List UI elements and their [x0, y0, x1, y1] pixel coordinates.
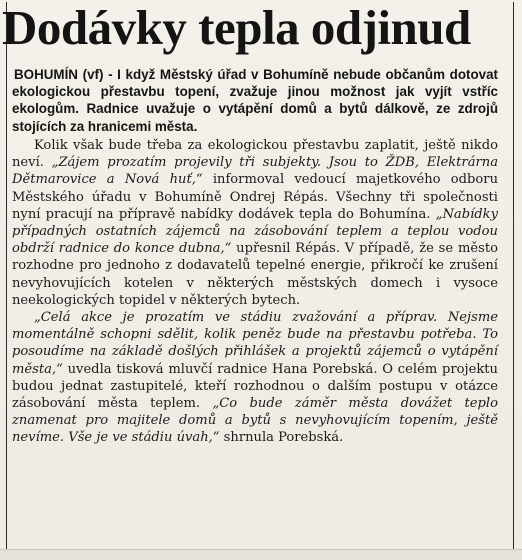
- p1-quote-1: „Zájem prozatím projevily tři subjekty. Jsou to ŽDB, Elektrárna Dětmarovice a Nová huť,“: [12, 155, 498, 188]
- p2-quote-2: „Co bude záměr města dovážet teplo znamenat pro majitele domů a bytů s nevyhovujícím topením, ještě nevíme. Vše je ve stádiu úvah,“: [12, 396, 498, 446]
- article-headline: Dodávky tepla odjinud: [2, 0, 471, 55]
- p2-quote-1: „Celá akce je prozatím ve stádiu zvažování a příprav. Nejsme momentálně schopni sdělit, kolik peněz bude na přestavbu potřeba. To posoudíme na základě došlých přihlášek a projektů zájemců o vytápění města,“: [12, 310, 498, 377]
- p2-text-a: uvedla tisková mluvčí radnice Hana Porebská. O celém projektu budou jednat zastupitelé, kteří rozhodnou o dalším postupu v otázce zásobování města teplem.: [12, 361, 498, 412]
- p1-text-b: informoval vedoucí majetkového odboru Městského úřadu v Bohumíně Ondrej Répás. Všechny tři společnosti nyní pracují na přípravě nabídky dodávek tepla do Bohumína.: [12, 172, 498, 222]
- p1-quote-2: „Nabídky případných ostatních zájemců na zásobování teplem a teplou vodou obdrží radnice do konce dubna,“: [12, 206, 498, 257]
- p1-text-c: upřesnil Répás. V případě, že se město rozhodne pro jednoho z dodavatelů tepelné energie, přikročí ke zrušení nevyhovujících kotelen v některých městských domech i vysoce neekologických topidel v některých bytech.: [12, 241, 498, 308]
- paragraph-1: [12, 137, 498, 309]
- article-lead: BOHUMÍN (vf) - I když Městský úřad v Bohumíně nebude občanům dotovat ekologickou přestavbu topení, zvažuje jinou možnost jak vyjít vstříc ekologům. Radnice uvažuje o vytápění domů a bytů dálkově, ze zdrojů stojících za hranicemi města.: [12, 67, 498, 134]
- page-bottom-edge: [0, 549, 522, 560]
- p2-text-b: shrnula Porebská.: [219, 430, 344, 446]
- p1-text-a: Kolik však bude třeba za ekologickou přestavbu zaplatit, ještě nikdo neví.: [12, 138, 498, 171]
- article-body: [12, 137, 498, 447]
- paragraph-2: [12, 309, 498, 447]
